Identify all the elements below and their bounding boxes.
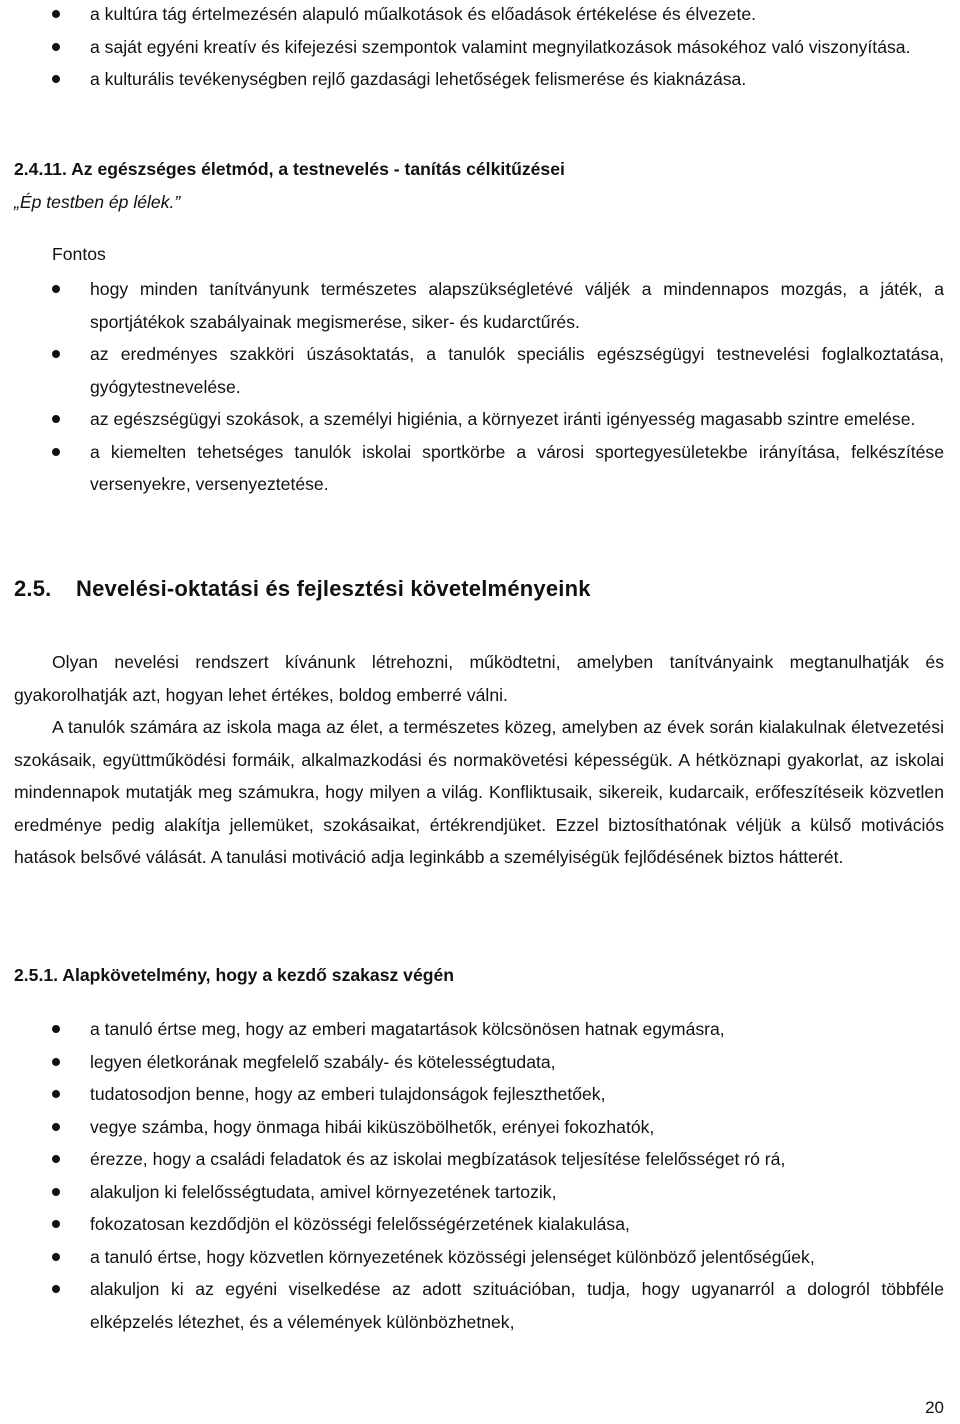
list-item: [0, 1111, 960, 1144]
motto: „Ép testben ép lélek.”: [14, 192, 181, 212]
list-item-text: a saját egyéni kreatív és kifejezési szempontok valamint megnyilatkozások másokéhoz való viszonyítása.: [90, 36, 911, 57]
list-item: [0, 436, 960, 501]
bullet-icon: [52, 43, 60, 51]
bullet-icon: [52, 1285, 60, 1293]
list-item-text: a kultúra tág értelmezésén alapuló műalkotások és előadások értékelése és élvezete.: [90, 4, 757, 24]
bullet-icon: [52, 285, 60, 293]
list-item-text: az eredményes szakköri úszásoktatás, a tanulók speciális egészségügyi testnevelési foglalkoztatása, gyógytestnevelése.: [90, 344, 944, 397]
list-item-text: a tanuló értse, hogy közvetlen környezetének közösségi jelenséget különböző jelentőségűek,: [90, 1246, 815, 1267]
list-item-text: fokozatosan kezdődjön el közösségi felelősségérzetének kialakulása,: [90, 1214, 630, 1234]
bullet-icon: [52, 1253, 60, 1261]
top-bullet-list: [0, 0, 960, 96]
list-item: [0, 1013, 960, 1046]
subheading-fontos: Fontos: [52, 244, 106, 264]
list-item: [0, 1078, 960, 1111]
health-bullet-list: [0, 273, 960, 501]
list-item: [0, 273, 960, 338]
section-heading-2-4-11: 2.4.11. Az egészséges életmód, a testnevelés - tanítás célkitűzései: [14, 159, 565, 179]
bullet-icon: [52, 1123, 60, 1131]
list-item: [0, 63, 960, 96]
paragraph: Olyan nevelési rendszert kívánunk létrehozni, működtetni, amelyben tanítványaink megtanulhatják és gyakorolhatják azt, hogyan lehet értékes, boldog emberré válni.: [14, 652, 944, 705]
bullet-icon: [52, 1220, 60, 1228]
list-item-text: a tanuló értse meg, hogy az emberi magatartások kölcsönösen hatnak egymásra,: [90, 1019, 725, 1039]
bullet-icon: [52, 1090, 60, 1098]
bullet-icon: [52, 350, 60, 358]
bullet-icon: [52, 1058, 60, 1066]
bullet-icon: [52, 1025, 60, 1033]
list-item-text: hogy minden tanítványunk természetes alapszükségletévé váljék a mindennapos mozgás, a játék, a sportjátékok szabályainak megismerése, siker- és kudarctűrés.: [90, 279, 944, 332]
list-item-text: legyen életkorának megfelelő szabály- és kötelességtudata,: [90, 1051, 556, 1072]
list-item-text: a kulturális tevékenységben rejlő gazdasági lehetőségek felismerése és kiaknázása.: [90, 69, 747, 89]
list-item: [0, 1143, 960, 1176]
list-item-text: tudatosodjon benne, hogy az emberi tulajdonságok fejleszthetőek,: [90, 1084, 606, 1104]
bullet-icon: [52, 448, 60, 456]
list-item: [0, 1273, 960, 1338]
list-item-text: a kiemelten tehetséges tanulók iskolai sportkörbe a városi sportegyesületekbe irányítása, felkészítése versenyekre, versenyeztetése.: [90, 441, 944, 494]
bullet-icon: [52, 10, 60, 18]
paragraph: A tanulók számára az iskola maga az élet, a természetes közeg, amelyben az évek során kialakulnak életvezetési szokásaik, együttműködési formáik, alkalmazkodási és normakövetési képességük. A hétköznapi gyakorlat, az iskolai mindennapok mutatják meg számukra, hogy milyen a világ. Konfliktusaik, sikereik, kudarcaik, erőfeszítéseik közvetlen eredménye pedig alakítja jellemüket, szokásaikat, értékrendjüket. Ezzel biztosíthatónak véljük a külső motivációs hatások belsővé válását. A tanulási motiváció adja leginkább a személyiségük fejlődésének biztos hátterét.: [14, 717, 944, 867]
bullet-icon: [52, 415, 60, 423]
list-item-text: az egészségügyi szokások, a személyi higiénia, a környezet iránti igényesség magasabb szintre emelése.: [90, 409, 916, 429]
section-heading-2-5: [14, 576, 944, 602]
list-item: [0, 338, 960, 403]
list-item-text: alakuljon ki az egyéni viselkedése az adott szituációban, tudja, hogy ugyanarról a dologról többféle elképzelés létezhet, és a vélemények különbözhetnek,: [90, 1279, 944, 1332]
section-number: 2.5.: [14, 576, 52, 601]
list-item: [0, 1046, 960, 1079]
list-item: [0, 1241, 960, 1274]
list-item-text: alakuljon ki felelősségtudata, amivel környezetének tartozik,: [90, 1181, 557, 1202]
list-item: [0, 0, 960, 31]
bullet-icon: [52, 1188, 60, 1196]
requirements-bullet-list: [0, 1013, 960, 1338]
list-item: [0, 1176, 960, 1209]
list-item-text: érezze, hogy a családi feladatok és az iskolai megbízatások teljesítése felelősséget ró rá,: [90, 1149, 786, 1169]
list-item: [0, 31, 960, 64]
section-heading-2-5-1: 2.5.1. Alapkövetelmény, hogy a kezdő szakasz végén: [14, 965, 455, 985]
list-item: [0, 1208, 960, 1241]
section-title: Nevelési-oktatási és fejlesztési követelményeink: [76, 576, 591, 601]
page-number: 20: [925, 1398, 944, 1417]
bullet-icon: [52, 1155, 60, 1163]
bullet-icon: [52, 75, 60, 83]
list-item-text: vegye számba, hogy önmaga hibái kiküszöbölhetők, erényei fokozhatók,: [90, 1116, 655, 1137]
list-item: [0, 403, 960, 436]
